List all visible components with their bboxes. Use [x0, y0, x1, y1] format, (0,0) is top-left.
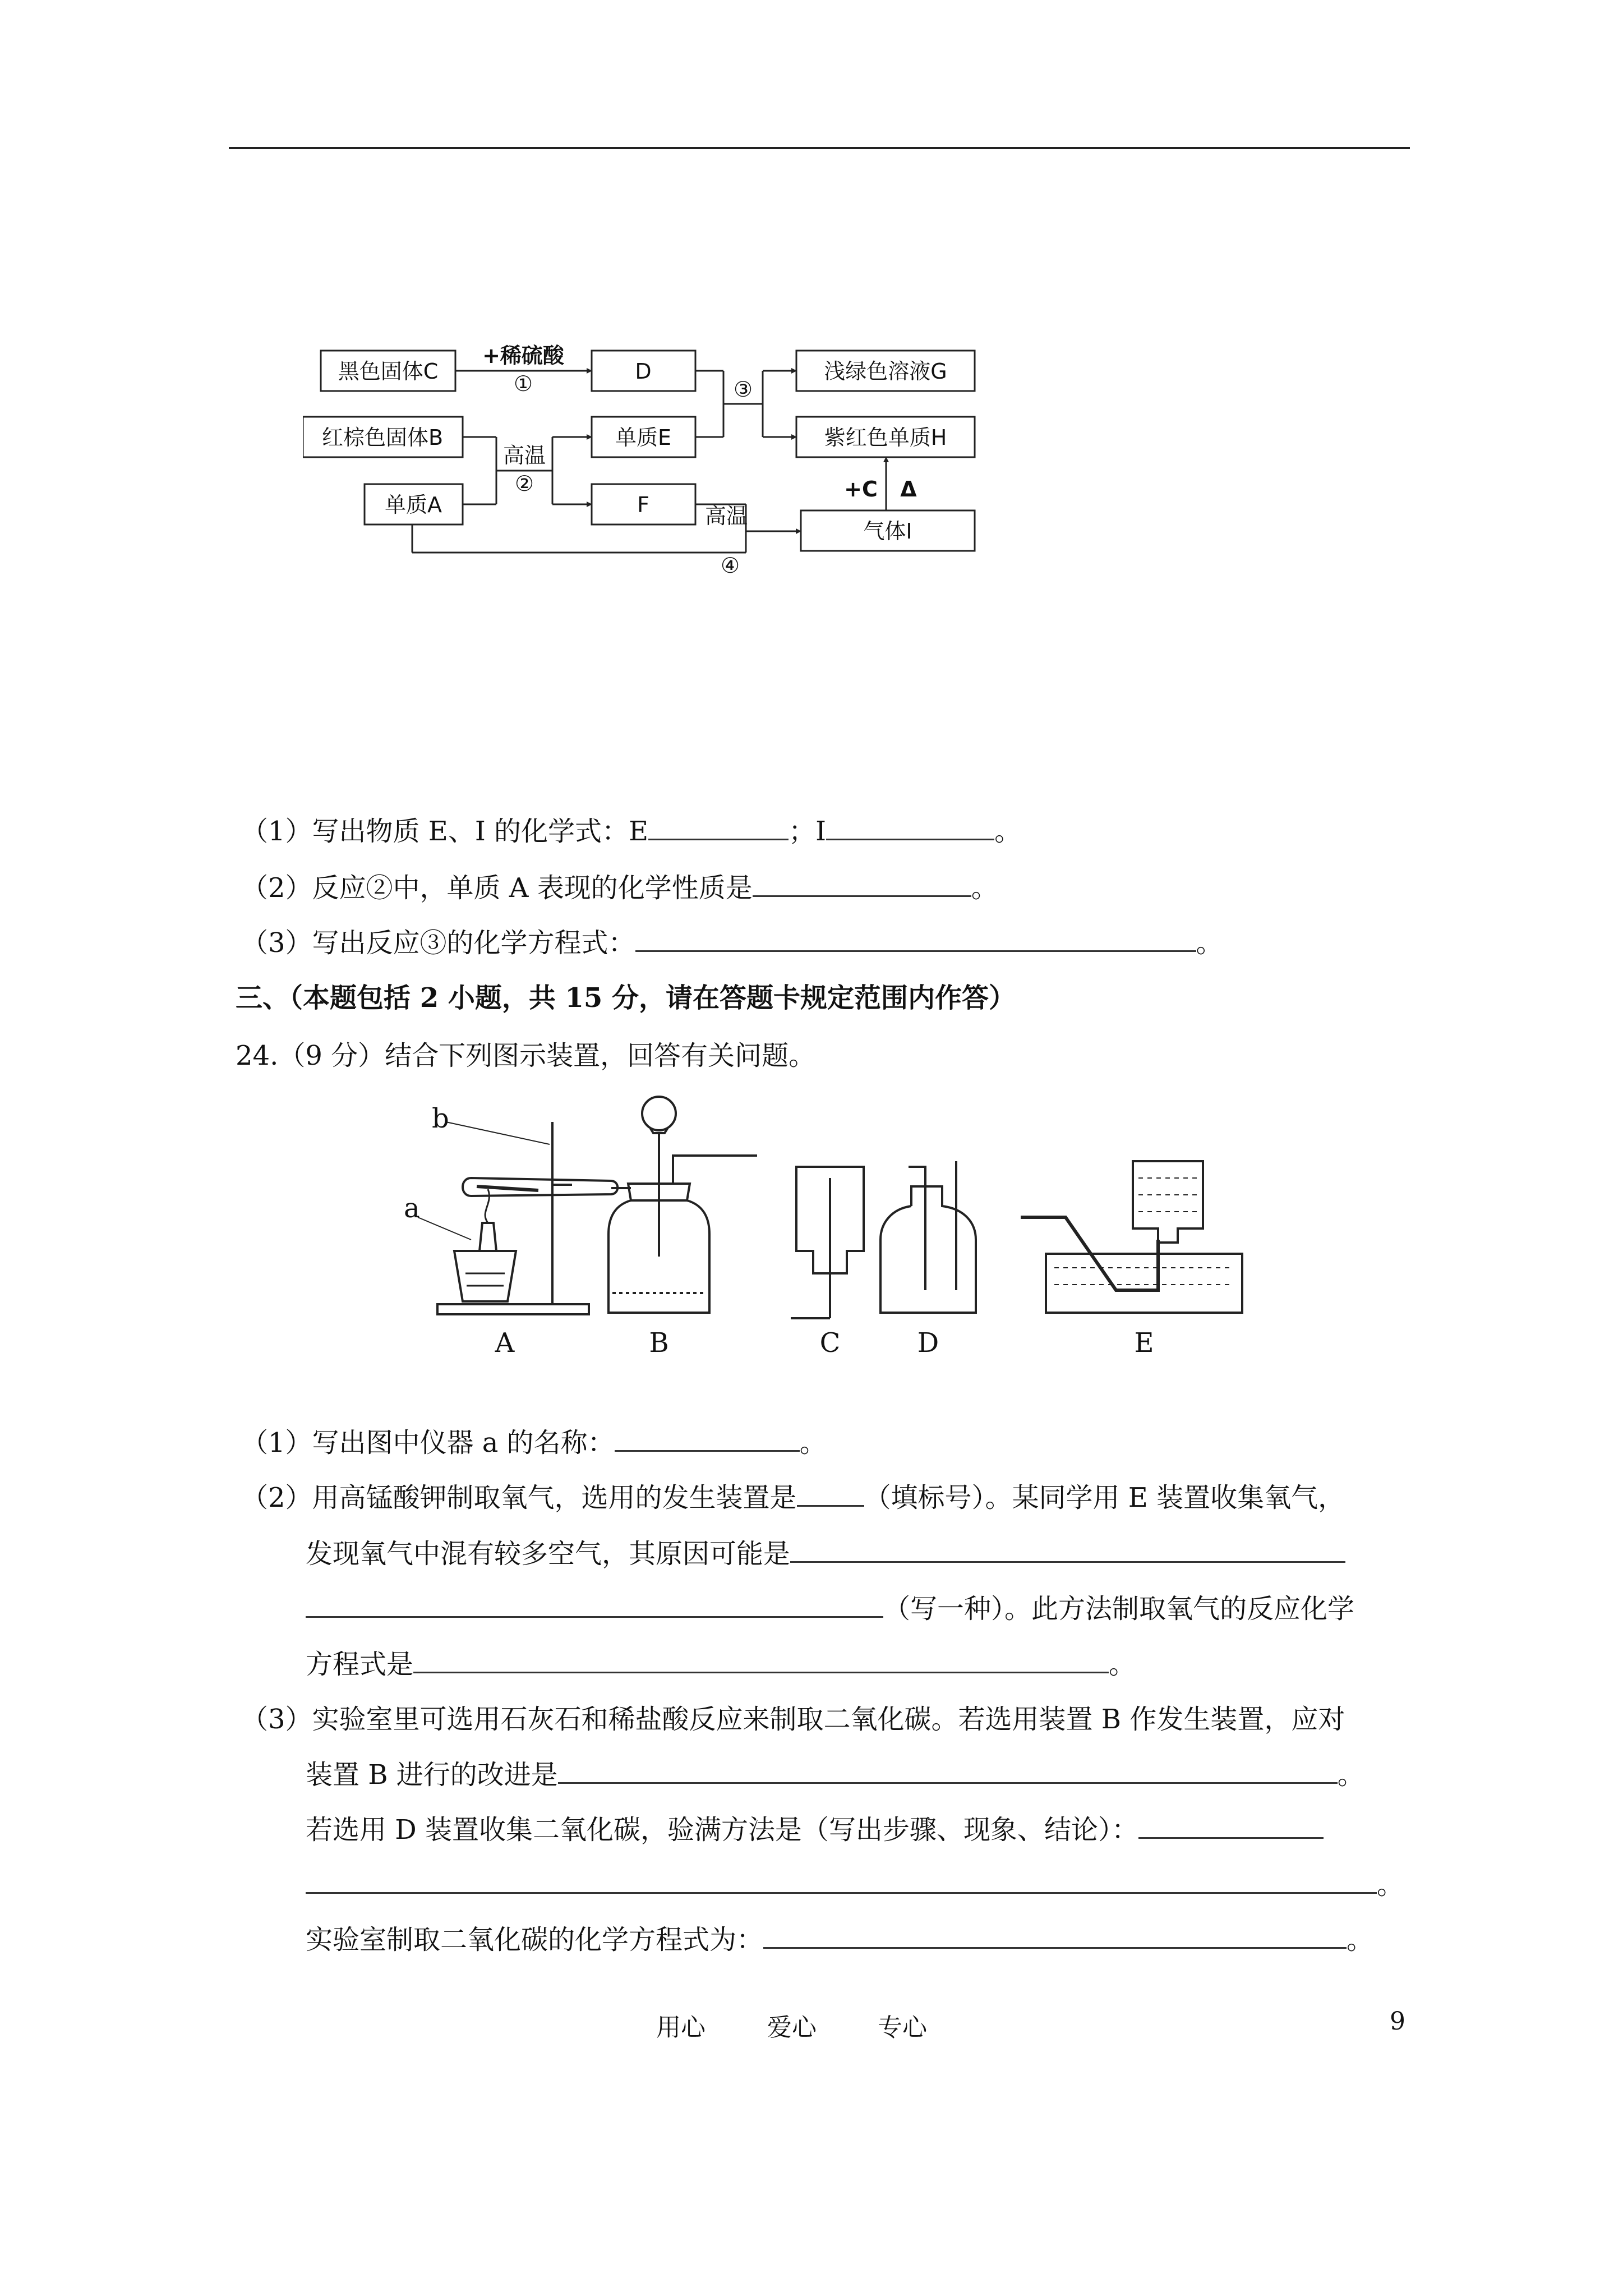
caption-e: E [1134, 1327, 1154, 1358]
q24-part3-line1: （3）实验室里可选用石灰石和稀盐酸反应来制取二氧化碳。若选用装置 B 作发生装置，应对 [241, 1704, 1345, 1735]
q24-part2-line2 [306, 1537, 1345, 1571]
caption-d: D [917, 1327, 939, 1358]
step-3-label: ③ [733, 377, 753, 402]
apparatus-d [880, 1161, 976, 1313]
reaction-flowchart [303, 328, 1032, 577]
apparatus-label-b: b [432, 1103, 449, 1134]
answer-blank-reason-cont[interactable] [306, 1594, 883, 1618]
footer-motto-2: 爱心 [767, 2013, 817, 2042]
q24-part2-line1 [241, 1481, 1345, 1515]
plus-c-label: +C [844, 477, 878, 501]
q24-part3-l2: 装置 B 进行的改进是 [306, 1759, 558, 1791]
answer-blank-co2-equation[interactable] [763, 1925, 1347, 1949]
box-g-label: 浅绿色溶液G [824, 359, 947, 384]
q23-part1 [241, 815, 1021, 848]
apparatus-figure [404, 1088, 1245, 1360]
q24-part2-l2: 发现氧气中混有较多空气，其原因可能是 [306, 1538, 791, 1570]
answer-blank-device[interactable] [797, 1483, 864, 1507]
box-a-label: 单质A [385, 493, 442, 517]
q23-part3-text: （3）写出反应③的化学方程式： [241, 927, 635, 959]
footer-motto-3: 专心 [878, 2013, 927, 2042]
q24-part1 [241, 1426, 827, 1460]
q24-part3-l2-end: 。 [1337, 1759, 1364, 1791]
answer-blank-reason[interactable] [790, 1539, 1345, 1563]
apparatus-label-a: a [404, 1193, 420, 1224]
q24-part2-line3 [306, 1592, 1354, 1626]
box-i-label: 气体I [863, 519, 912, 544]
q23-part2 [241, 871, 998, 905]
q23-part3 [241, 926, 1223, 960]
step-1-label: ① [513, 371, 533, 396]
q24-part3-l5: 实验室制取二氧化碳的化学方程式为： [306, 1924, 764, 1955]
q24-part2-l1b: （填标号）。某同学用 E 装置收集氧气， [864, 1482, 1345, 1513]
header-rule [229, 147, 1410, 149]
box-c-label: 黑色固体C [338, 359, 439, 384]
q24-title: 24.（9 分）结合下列图示装置，回答有关问题。 [236, 1040, 816, 1071]
caption-c: C [819, 1327, 841, 1358]
box-f-label: F [637, 493, 649, 517]
q24-part2-line4 [306, 1648, 1136, 1681]
answer-blank-verify[interactable] [1138, 1815, 1324, 1839]
q24-part3-line2 [306, 1758, 1364, 1792]
answer-blank-improvement[interactable] [558, 1760, 1338, 1784]
q24-part3-l3: 若选用 D 装置收集二氧化碳，验满方法是（写出步骤、现象、结论）： [306, 1814, 1139, 1846]
answer-blank-property[interactable] [753, 873, 971, 897]
q24-part2-end: 。 [1109, 1649, 1136, 1680]
q23-part2-end: 。 [971, 872, 998, 904]
q24-part1-text: （1）写出图中仪器 a 的名称： [241, 1427, 615, 1458]
box-b-label: 红棕色固体B [321, 425, 444, 450]
q24-part2-l4: 方程式是 [306, 1649, 414, 1680]
q23-part2-text: （2）反应②中，单质 A 表现的化学性质是 [241, 872, 753, 904]
apparatus-b [608, 1097, 757, 1313]
answer-blank-equation3[interactable] [635, 928, 1196, 952]
q24-part3-l5-end: 。 [1347, 1924, 1374, 1955]
step-2-label: ② [514, 471, 534, 496]
q24-part3-line3 [306, 1813, 1324, 1847]
step-4-label: ④ [720, 553, 740, 575]
q23-part1-text: （1）写出物质 E、I 的化学式：E [241, 816, 649, 847]
q24-part3-line4 [306, 1868, 1404, 1902]
q24-part3-l4-end: 。 [1377, 1869, 1404, 1901]
q23-part1-sep: ；I [789, 816, 827, 847]
box-e-label: 单质E [615, 425, 672, 450]
answer-blank-o2-equation[interactable] [413, 1649, 1109, 1673]
answer-blank-verify-cont[interactable] [306, 1870, 1377, 1894]
box-h-label: 紫红色单质H [824, 425, 947, 450]
flowchart-svg [303, 328, 1032, 575]
caption-b: B [649, 1327, 669, 1358]
q24-part1-end: 。 [799, 1427, 827, 1458]
apparatus-svg [404, 1088, 1245, 1358]
delta-label: Δ [900, 477, 917, 501]
arrow-acid-label: +稀硫酸 [482, 343, 564, 368]
q24-part2-l3: （写一种）。此方法制取氧气的反应化学 [883, 1593, 1355, 1625]
box-d-label: D [635, 359, 652, 384]
caption-a: A [495, 1327, 515, 1358]
apparatus-a [418, 1122, 631, 1314]
page-number: 9 [1390, 2007, 1405, 2036]
q23-part1-end: 。 [994, 816, 1022, 847]
q24-part2-l1a: （2）用高锰酸钾制取氧气，选用的发生装置是 [241, 1482, 797, 1513]
apparatus-c [791, 1167, 864, 1318]
high-temp-4-label: 高温 [704, 504, 748, 528]
high-temp-2-label: 高温 [502, 443, 546, 468]
q23-part3-end: 。 [1196, 927, 1223, 959]
q24-part3-line5 [306, 1923, 1373, 1957]
answer-blank-instrument-a[interactable] [615, 1428, 800, 1452]
footer-motto-1: 用心 [656, 2013, 706, 2042]
answer-blank-e[interactable] [648, 816, 789, 840]
section-3-heading: 三、（本题包括 2 小题，共 15 分，请在答题卡规定范围内作答） [236, 982, 1016, 1014]
apparatus-e [1021, 1161, 1242, 1313]
answer-blank-i[interactable] [826, 816, 994, 840]
